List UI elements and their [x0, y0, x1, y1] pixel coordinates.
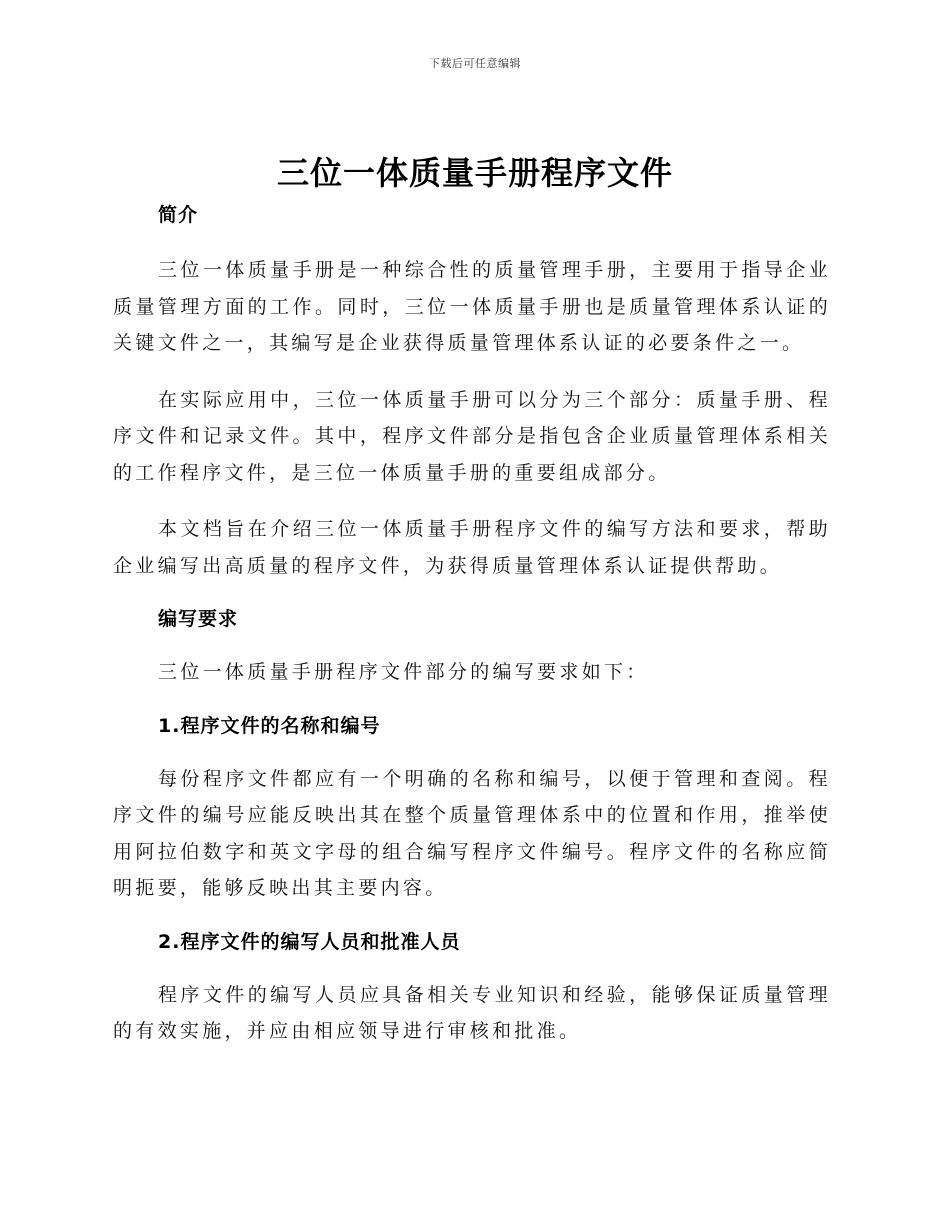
- paragraph-intro-1: 三位一体质量手册是一种综合性的质量管理手册，主要用于指导企业质量管理方面的工作。同时，三位一体质量手册也是质量管理体系认证的关键文件之一，其编写是企业获得质量管理体系认证的必要条件之一。: [113, 259, 831, 354]
- paragraph-intro-2: 在实际应用中，三位一体质量手册可以分为三个部分：质量手册、程序文件和记录文件。其中，程序文件部分是指包含企业质量管理体系相关的工作程序文件，是三位一体质量手册的重要组成部分。: [113, 388, 831, 484]
- paragraph-requirements-intro: 三位一体质量手册程序文件部分的编写要求如下：: [158, 661, 649, 683]
- document-body: [113, 198, 831, 1050]
- document-title: 三位一体质量手册程序文件: [276, 154, 673, 192]
- header-note: 下载后可任意编辑: [429, 57, 521, 70]
- section-heading-requirements: 编写要求: [158, 608, 239, 630]
- paragraph-intro-3: 本文档旨在介绍三位一体质量手册程序文件的编写方法和要求，帮助企业编写出高质量的程序文件，为获得质量管理体系认证提供帮助。: [113, 518, 831, 577]
- paragraph-item-1: 每份程序文件都应有一个明确的名称和编号，以便于管理和查阅。程序文件的编号应能反映出其在整个质量管理体系中的位置和作用，推举使用阿拉伯数字和英文字母的组合编写程序文件编号。程序文件的名称应简明扼要，能够反映出其主要内容。: [113, 767, 831, 899]
- item-heading-2: 2.程序文件的编写人员和批准人员: [158, 930, 461, 953]
- item-heading-1: 1.程序文件的名称和编号: [158, 714, 381, 737]
- paragraph-item-2: 程序文件的编写人员应具备相关专业知识和经验，能够保证质量管理的有效实施，并应由相应领导进行审核和批准。: [113, 983, 831, 1042]
- section-heading-intro: 简介: [158, 204, 199, 226]
